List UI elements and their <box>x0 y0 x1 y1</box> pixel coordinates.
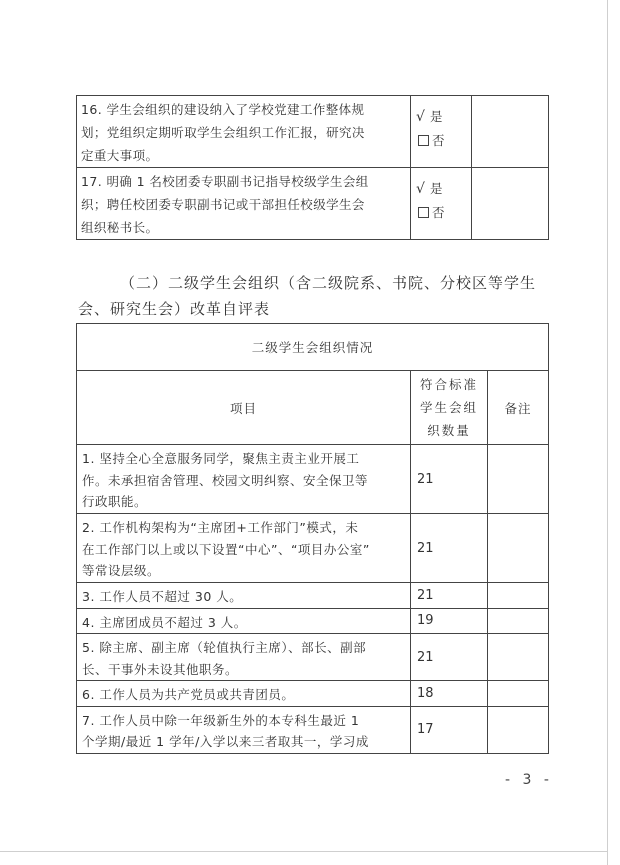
count-cell: 19 <box>411 608 488 634</box>
table-row <box>77 96 549 168</box>
table-row <box>77 634 549 681</box>
section-heading-line: （二）二级学生会组织（含二级院系、书院、分校区等学生 <box>120 274 537 292</box>
item-line: 17. 明确 1 名校团委专职副书记指导校级学生会组 <box>81 174 369 189</box>
item-line: 3. 工作人员不超过 30 人。 <box>82 589 243 604</box>
item-line: 织；聘任校团委专职副书记或干部担任校级学生会 <box>81 197 365 212</box>
item-cell <box>77 168 411 240</box>
item-line: 在工作部门以上或以下设置“中心”、“项目办公室” <box>82 541 370 557</box>
item-line: 7. 工作人员中除一年级新生外的本专科生最近 1 <box>82 712 360 728</box>
note-cell <box>488 583 549 609</box>
count-cell: 21 <box>411 634 488 681</box>
reform-checklist-table <box>76 95 549 240</box>
caption-row <box>77 324 549 371</box>
note-cell <box>488 681 549 707</box>
item-line: 6. 工作人员为共产党员或共青团员。 <box>82 687 295 702</box>
table-row <box>77 681 549 707</box>
item-cell <box>77 514 411 583</box>
item-cell <box>77 608 411 634</box>
no-label: 否 <box>432 133 445 148</box>
header-count-line: 织数量 <box>427 423 471 438</box>
page-edge-bottom <box>0 851 607 852</box>
table-row <box>77 168 549 240</box>
section-heading-line: 会、研究生会）改革自评表 <box>78 300 271 318</box>
secondary-union-table <box>76 323 549 754</box>
header-item: 项目 <box>77 371 411 445</box>
item-line: 作。未承担宿舍管理、校园文明纠察、安全保卫等 <box>82 472 369 488</box>
page-number: - 3 - <box>505 772 553 788</box>
item-cell <box>77 96 411 168</box>
count-cell: 18 <box>411 681 488 707</box>
yes-option[interactable] <box>416 177 471 201</box>
yes-label: 是 <box>430 109 443 124</box>
page-edge-right <box>607 0 608 865</box>
item-cell <box>77 445 411 514</box>
item-line: 行政职能。 <box>82 494 148 509</box>
note-cell <box>488 706 549 753</box>
note-cell <box>488 445 549 514</box>
table-row <box>77 608 549 634</box>
item-line: 长、干事外未设其他职务。 <box>82 661 239 677</box>
remarks-cell <box>472 168 549 240</box>
note-cell <box>488 608 549 634</box>
table-row <box>77 583 549 609</box>
header-count-line: 符合标准 <box>419 377 478 392</box>
item-line: 5. 除主席、副主席（轮值执行主席）、部长、副部 <box>82 640 367 655</box>
header-count-line: 学生会组 <box>419 400 478 415</box>
checkbox-icon <box>418 135 429 146</box>
item-line: 1. 坚持全心全意服务同学，聚焦主责主业开展工 <box>82 451 360 466</box>
section-heading <box>80 270 550 322</box>
no-label: 否 <box>432 205 445 220</box>
count-cell: 17 <box>411 706 488 753</box>
item-line: 组织秘书长。 <box>81 220 159 235</box>
remarks-cell <box>472 96 549 168</box>
no-option[interactable] <box>416 201 471 224</box>
yes-label: 是 <box>430 181 443 196</box>
count-cell: 21 <box>411 445 488 514</box>
count-cell: 21 <box>411 583 488 609</box>
note-cell <box>488 634 549 681</box>
check-mark-icon: √ <box>416 109 425 125</box>
count-cell: 21 <box>411 514 488 583</box>
yes-option[interactable] <box>416 105 471 129</box>
header-row <box>77 371 549 445</box>
table-caption: 二级学生会组织情况 <box>77 324 549 371</box>
item-line: 4. 主席团成员不超过 3 人。 <box>82 614 247 630</box>
header-note: 备注 <box>488 371 549 445</box>
checkbox-icon <box>418 207 429 218</box>
item-line: 2. 工作机构架构为“主席团+工作部门”模式，未 <box>82 520 359 535</box>
item-line: 划；党组织定期听取学生会组织工作汇报，研究决 <box>81 125 365 140</box>
item-cell <box>77 681 411 707</box>
option-cell <box>411 96 472 168</box>
item-line: 等常设层级。 <box>82 563 161 578</box>
item-line: 定重大事项。 <box>81 148 159 163</box>
item-line: 16. 学生会组织的建设纳入了学校党建工作整体规 <box>81 102 365 117</box>
table-row <box>77 706 549 753</box>
item-cell <box>77 583 411 609</box>
item-line: 个学期/最近 1 学年/入学以来三者取其一，学习成 <box>82 734 369 749</box>
header-count <box>411 371 488 445</box>
no-option[interactable] <box>416 129 471 152</box>
check-mark-icon: √ <box>416 181 425 197</box>
table-row <box>77 514 549 583</box>
note-cell <box>488 514 549 583</box>
item-cell <box>77 706 411 753</box>
table-row <box>77 445 549 514</box>
option-cell <box>411 168 472 240</box>
item-cell <box>77 634 411 681</box>
